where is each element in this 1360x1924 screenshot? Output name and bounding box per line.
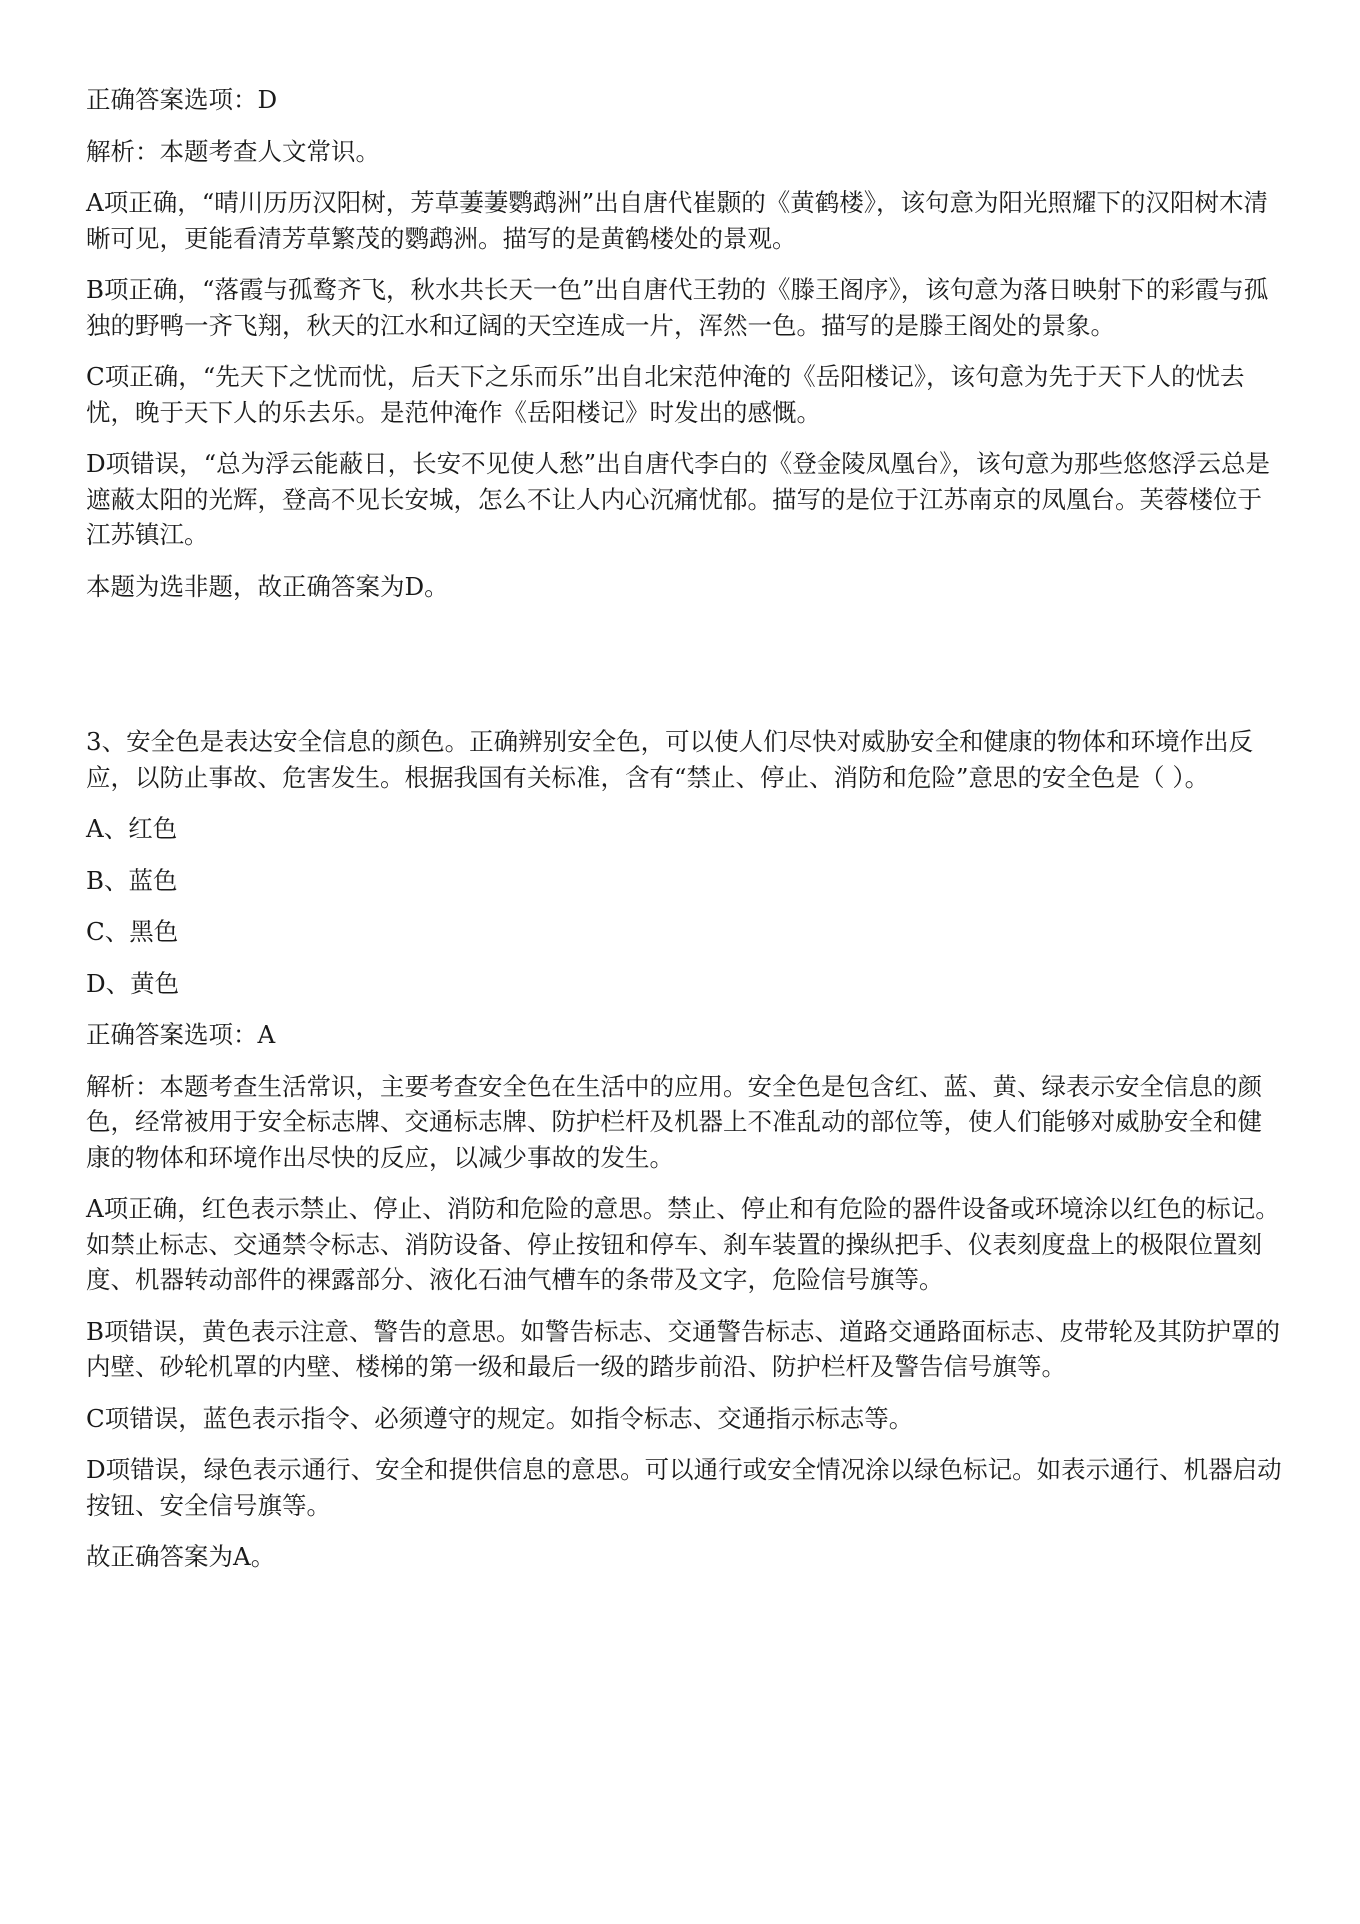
q3-choice-c: C、黑色 [86, 917, 179, 946]
q3-stem: 3、安全色是表达安全信息的颜色。正确辨别安全色，可以使人们尽快对威胁安全和健康的物体和环境作出反应，以防止事故、危害发生。根据我国有关标准，含有“禁止、停止、消防和危险”意思的安全色是（ ）。 [86, 727, 1254, 792]
q3-option-a-explanation: A项正确，红色表示禁止、停止、消防和危险的意思。禁止、停止和有危险的器件设备或环境涂以红色的标记。如禁止标志、交通禁令标志、消防设备、停止按钮和停车、刹车装置的操纵把手、仪表刻度盘上的极限位置刻度、机器转动部件的裸露部分、液化石油气槽车的条带及文字，危险信号旗等。 [86, 1194, 1280, 1294]
q3-answer-line: 正确答案选项：A [86, 1020, 276, 1049]
q2-option-a-explanation: A项正确，“晴川历历汉阳树，芳草萋萋鹦鹉洲”出自唐代崔颢的《黄鹤楼》，该句意为阳光照耀下的汉阳树木清晰可见，更能看清芳草繁茂的鹦鹉洲。描写的是黄鹤楼处的景观。 [86, 188, 1268, 253]
q3-option-b-explanation: B项错误，黄色表示注意、警告的意思。如警告标志、交通警告标志、道路交通路面标志、皮带轮及其防护罩的内壁、砂轮机罩的内壁、楼梯的第一级和最后一级的踏步前沿、防护栏杆及警告信号旗等。 [86, 1316, 1280, 1381]
q3-choice-d: D、黄色 [86, 968, 180, 998]
q2-option-d-explanation: D项错误，“总为浮云能蔽日，长安不见使人愁”出自唐代李白的《登金陵凤凰台》，该句意为那些悠悠浮云总是遮蔽太阳的光辉，登高不见长安城，怎么不让人内心沉痛忧郁。描写的是位于江苏南京的凤凰台。芙蓉楼位于江苏镇江。 [86, 449, 1270, 549]
document-page [86, 82, 1286, 1575]
q2-option-c-explanation: C项正确，“先天下之忧而忧，后天下之乐而乐”出自北宋范仲淹的《岳阳楼记》，该句意为先于天下人的忧去忧，晚于天下人的乐去乐。是范仲淹作《岳阳楼记》时发出的感慨。 [86, 362, 1245, 427]
section-spacer [86, 604, 1286, 724]
q3-choice-a: A、红色 [86, 814, 178, 843]
q3-analysis-intro: 解析：本题考查生活常识，主要考查安全色在生活中的应用。安全色是包含红、蓝、黄、绿表示安全信息的颜色，经常被用于安全标志牌、交通标志牌、防护栏杆及机器上不准乱动的部位等，使人们能够对威胁安全和健康的物体和环境作出尽快的反应，以减少事故的发生。 [86, 1071, 1262, 1172]
q3-option-d-explanation: D项错误，绿色表示通行、安全和提供信息的意思。可以通行或安全情况涂以绿色标记。如表示通行、机器启动按钮、安全信号旗等。 [86, 1455, 1282, 1520]
q3-choice-b: B、蓝色 [86, 865, 178, 895]
q2-option-b-explanation: B项正确，“落霞与孤鹜齐飞，秋水共长天一色”出自唐代王勃的《滕王阁序》，该句意为落日映射下的彩霞与孤独的野鸭一齐飞翔，秋天的江水和辽阔的天空连成一片，浑然一色。描写的是滕王阁处的景象。 [86, 275, 1269, 340]
q2-answer-line: 正确答案选项：D [86, 85, 278, 114]
q3-option-c-explanation: C项错误，蓝色表示指令、必须遵守的规定。如指令标志、交通指示标志等。 [86, 1403, 914, 1433]
q2-conclusion: 本题为选非题，故正确答案为D。 [86, 571, 449, 601]
q2-analysis-intro: 解析：本题考查人文常识。 [86, 136, 380, 166]
q3-conclusion: 故正确答案为A。 [86, 1542, 276, 1571]
